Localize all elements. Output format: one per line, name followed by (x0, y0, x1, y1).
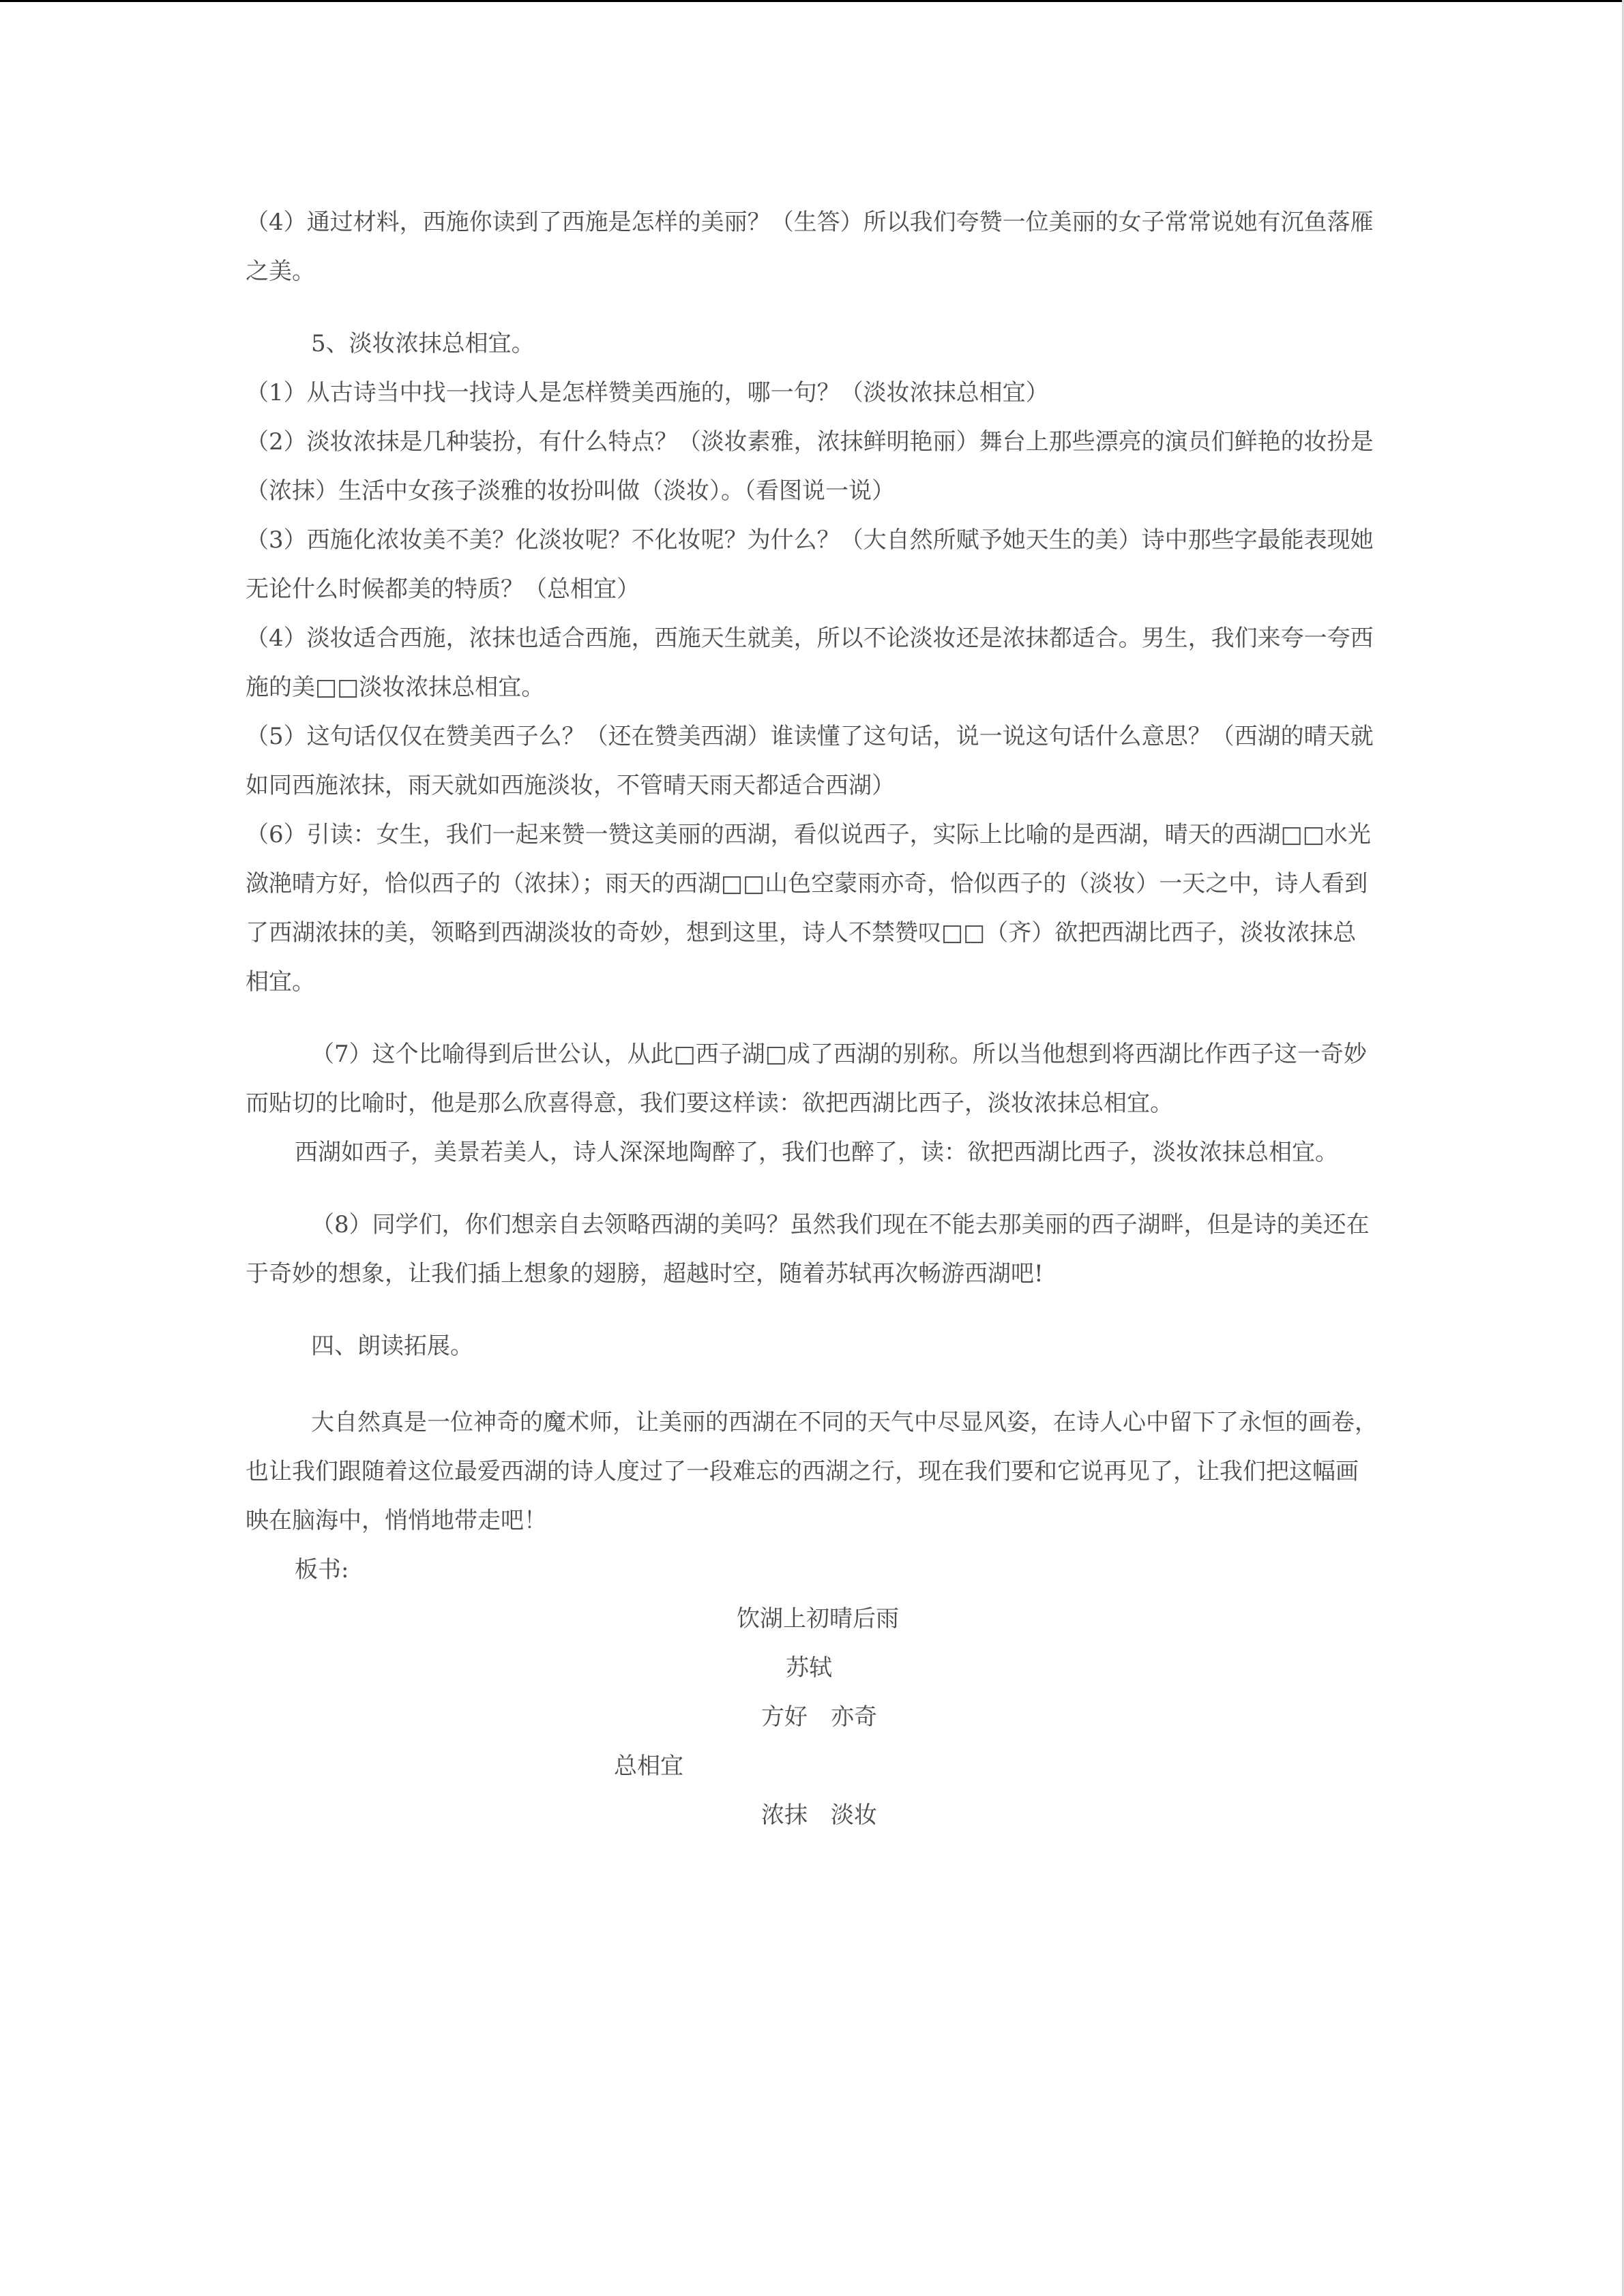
blackboard-notes (246, 1545, 1378, 1829)
question-2: （2）淡妆浓抹是几种装扮，有什么特点？（淡妆素雅，浓抹鲜明艳丽）舞台上那些漂亮的演员们鲜艳的妆扮是（浓抹）生活中女孩子淡雅的妆扮叫做（淡妆）。（看图说一说） (246, 428, 1374, 505)
paragraph-4-beauty: （4）通过材料，西施你读到了西施是怎样的美丽？（生答）所以我们夸赞一位美丽的女子常常说她有沉鱼落雁之美。 (246, 209, 1374, 285)
board-line-2: 浓抹 淡妆 (761, 1802, 877, 1829)
board-label: 板书: (295, 1556, 349, 1583)
question-7: （7）这个比喻得到后世公认，从此□西子湖□成了西湖的别称。所以当他想到将西湖比作西子这一奇妙而贴切的比喻时，他是那么欣喜得意，我们要这样读：欲把西湖比西子，淡妆浓抹总相宜。 (246, 1041, 1367, 1117)
closing-paragraph: 大自然真是一位神奇的魔术师，让美丽的西湖在不同的天气中尽显风姿，在诗人心中留下了永恒的画卷，也让我们跟随着这位最爱西湖的诗人度过了一段难忘的西湖之行，现在我们要和它说再见了，让我们把这幅画映在脑海中，悄悄地带走吧！ (246, 1409, 1378, 1534)
board-author: 苏轼 (786, 1654, 832, 1682)
document-page (246, 198, 1378, 1829)
section-4-heading: 四、朗读拓展。 (311, 1332, 473, 1360)
question-7-reading: 西湖如西子，美景若美人，诗人深深地陶醉了，我们也醉了，读：欲把西湖比西子，淡妆浓抹总相宜。 (295, 1139, 1338, 1166)
question-6: （6）引读：女生，我们一起来赞一赞这美丽的西湖，看似说西子，实际上比喻的是西湖，晴天的西湖□□水光潋滟晴方好，恰似西子的（浓抹）；雨天的西湖□□山色空蒙雨亦奇，恰似西子的（淡妆）一天之中，诗人看到了西湖浓抹的美，领略到西湖淡妆的奇妙，想到这里，诗人不禁赞叹□□（齐）欲把西湖比西子，淡妆浓抹总相宜。 (246, 821, 1371, 996)
question-8: （8）同学们，你们想亲自去领略西湖的美吗？虽然我们现在不能去那美丽的西子湖畔，但是诗的美还在于奇妙的想象，让我们插上想象的翅膀，超越时空，随着苏轼再次畅游西湖吧! (246, 1211, 1370, 1287)
question-5: （5）这句话仅仅在赞美西子么？（还在赞美西湖）谁读懂了这句话，说一说这句话什么意思？（西湖的晴天就如同西施浓抹，雨天就如西施淡妆，不管晴天雨天都适合西湖） (246, 723, 1374, 799)
section-5-heading: 5、淡妆浓抹总相宜。 (311, 330, 535, 357)
question-4: （4）淡妆适合西施，浓抹也适合西施，西施天生就美，所以不论淡妆还是浓抹都适合。男生，我们来夸一夸西施的美□□淡妆浓抹总相宜。 (246, 625, 1374, 701)
board-left-phrase: 总相宜 (614, 1753, 683, 1780)
board-line-1: 方好 亦奇 (761, 1703, 877, 1731)
top-border-line (0, 0, 1624, 2)
question-3: （3）西施化浓妆美不美？化淡妆呢？不化妆呢？为什么？（大自然所赋予她天生的美）诗中那些字最能表现她无论什么时候都美的特质？（总相宜） (246, 526, 1374, 603)
question-1: （1）从古诗当中找一找诗人是怎样赞美西施的，哪一句？（淡妆浓抹总相宜） (246, 379, 1049, 406)
board-poem-title: 饮湖上初晴后雨 (737, 1605, 899, 1632)
